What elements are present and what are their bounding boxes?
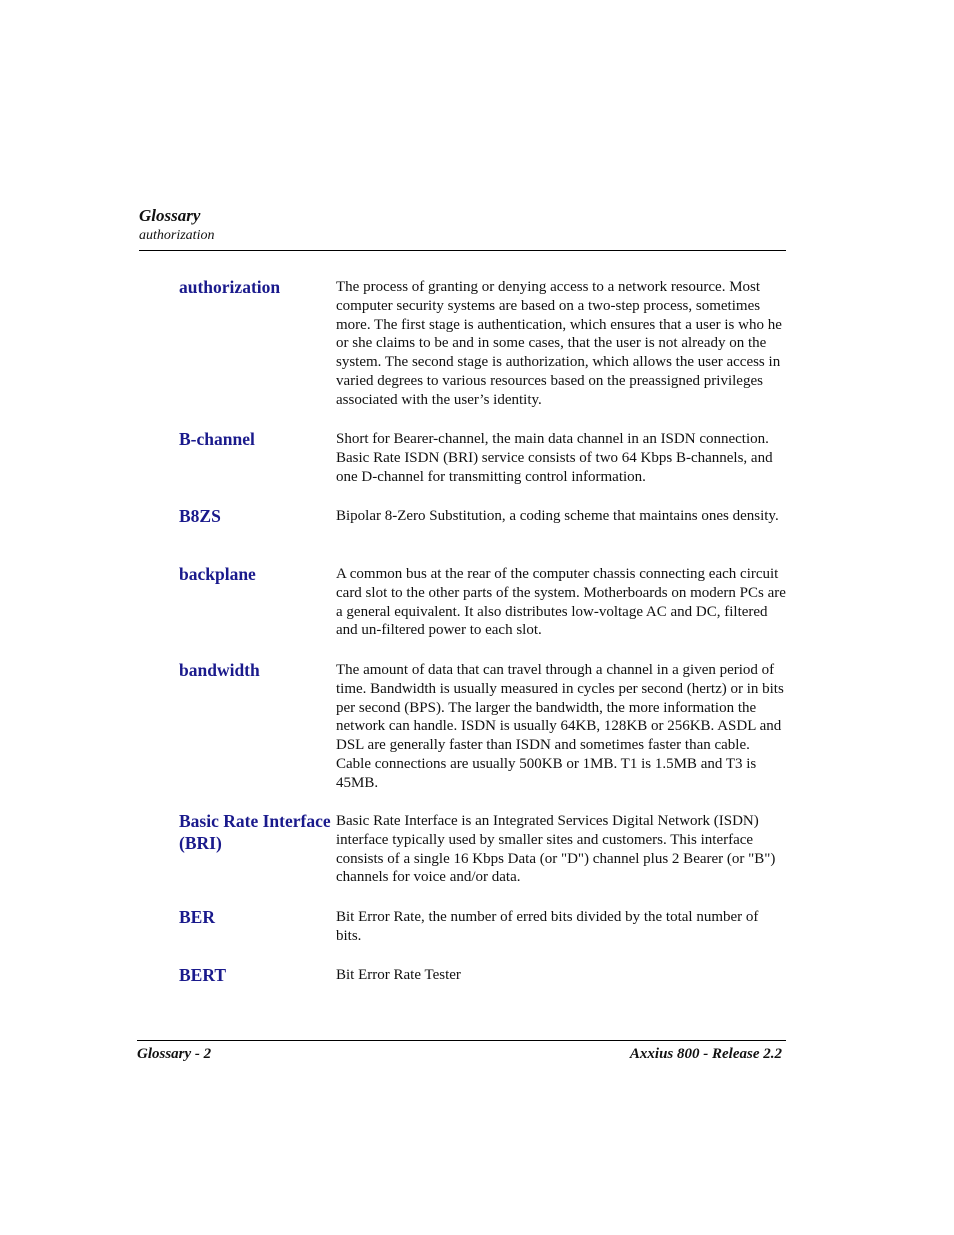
footer-divider [137,1040,786,1041]
glossary-definition: Bipolar 8-Zero Substitution, a coding scheme that maintains ones density. [336,508,779,524]
glossary-entry [179,428,786,505]
glossary-definition: Short for Bearer-channel, the main data channel in an ISDN connection. Basic Rate ISDN (BRI) service consists of two 64 Kbps B-channels, and one D-channel for transmitting control information. [336,431,773,485]
glossary-entry [179,563,786,659]
glossary-entry [179,505,786,563]
glossary-term: B-channel [179,429,255,449]
footer-page-label: Glossary - 2 [137,1046,212,1062]
header-divider [139,250,786,251]
glossary-term: B8ZS [179,506,221,526]
glossary-entry [179,810,786,906]
footer-product-label: Axxius 800 - Release 2.2 [629,1046,782,1062]
glossary-definition: Basic Rate Interface is an Integrated Services Digital Network (ISDN) interface typically used by smaller sites and customers. This interface consists of a single 16 Kbps Data (or "D") channel plus 2 Bearer (or "B") channels for voice and/or data. [336,813,776,886]
glossary-term: backplane [179,564,256,584]
glossary-entry [179,659,786,810]
glossary-definition: A common bus at the rear of the computer chassis connecting each circuit card slot to the other parts of the system. Motherboards on modern PCs are a general equivalent. It also distributes low-voltage AC and DC, filtered and un-filtered power to each slot. [336,566,786,639]
section-subtitle: authorization [139,228,215,243]
glossary-definition: The amount of data that can travel through a channel in a given period of time. Bandwidth is usually measured in cycles per second (hertz) or in bits per second (BPS). The larger the bandwidth, the more information the network can handle. ISDN is usually 64KB, 128KB or 256KB. ASDL and DSL are generally faster than ISDN and sometimes faster than cable. Cable connections are usually 500KB or 1MB. T1 is 1.5MB and T3 is 45MB. [336,662,784,791]
page-header [139,205,786,245]
glossary-definition: Bit Error Rate Tester [336,967,461,983]
glossary-term: Basic Rate Interface (BRI) [179,811,331,853]
glossary-list [179,276,786,994]
glossary-term: BER [179,907,215,927]
glossary-term: bandwidth [179,660,260,680]
glossary-term: BERT [179,965,227,985]
glossary-definition: The process of granting or denying access to a network resource. Most computer security systems are based on a two-step process, sometimes more. The first stage is authentication, which ensures that a user is who he or she claims to be and in some cases, that the user is not already on the system. The second stage is authorization, which allows the user access in varied degrees to various resources based on the preassigned privileges associated with the user’s identity. [336,279,782,408]
glossary-definition: Bit Error Rate, the number of erred bits divided by the total number of bits. [336,909,759,944]
glossary-term: authorization [179,277,281,297]
glossary-entry [179,276,786,428]
glossary-entry [179,964,786,994]
section-title: Glossary [139,206,201,225]
glossary-entry [179,906,786,964]
